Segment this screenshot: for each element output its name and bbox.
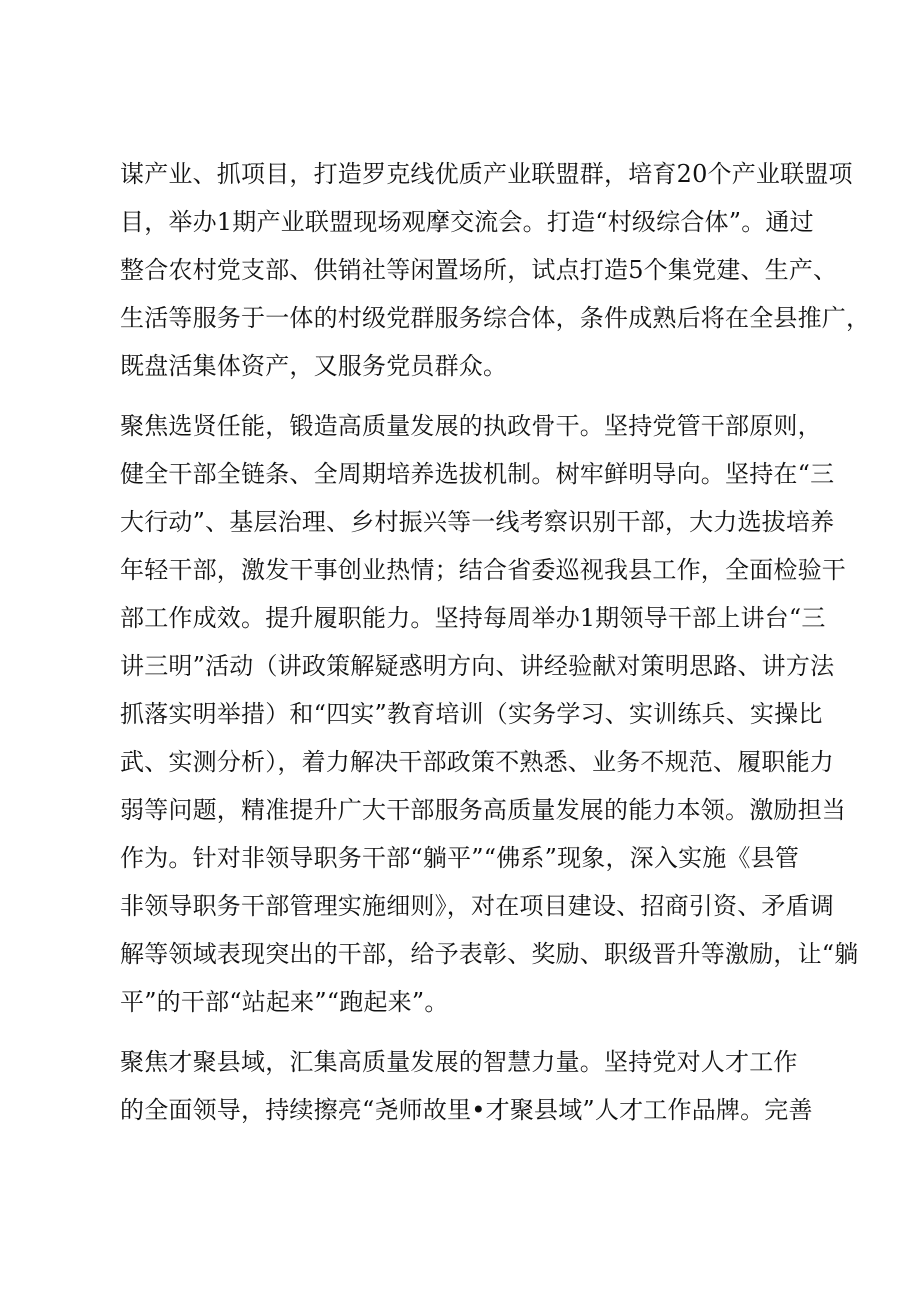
paragraph-line: 作为。针对非领导职务干部“躺平”“佛系”现象，深入实施《县管	[120, 844, 800, 872]
paragraph-line: 抓落实明举措）和“四实”教育培训（实务学习、实训练兵、实操比	[120, 700, 823, 728]
paragraph-line: 聚焦选贤任能，锻造高质量发展的执政骨干。坚持党管干部原则，	[120, 412, 822, 440]
paragraph-2	[120, 402, 859, 1026]
document-body	[120, 150, 871, 1134]
paragraph-line: 聚焦才聚县域，汇集高质量发展的智慧力量。坚持党对人才工作	[120, 1048, 798, 1076]
paragraph-line: 弱等问题，精准提升广大干部服务高质量发展的能力本领。激励担当	[120, 796, 846, 824]
paragraph-line: 解等领域表现突出的干部，给予表彰、奖励、职级晋升等激励，让“躺	[120, 940, 859, 968]
paragraph-line: 部工作成效。提升履职能力。坚持每周举办1期领导干部上讲台“三	[120, 604, 826, 632]
paragraph-line: 既盘活集体资产，又服务党员群众。	[120, 352, 508, 380]
paragraph-line: 讲三明”活动（讲政策解疑惑明方向、讲经验献对策明思路、讲方法	[120, 652, 835, 680]
paragraph-line: 健全干部全链条、全周期培养选拔机制。树牢鲜明导向。坚持在“三	[120, 460, 835, 488]
paragraph-gap	[120, 1026, 810, 1038]
paragraph-line: 目，举办1期产业联盟现场观摩交流会。打造“村级综合体”。通过	[120, 208, 814, 236]
paragraph-line: 生活等服务于一体的村级党群服务综合体，条件成熟后将在全县推广，	[120, 304, 871, 332]
paragraph-gap	[120, 390, 810, 402]
paragraph-3	[120, 1038, 813, 1134]
paragraph-line: 非领导职务干部管理实施细则》，对在项目建设、招商引资、矛盾调	[120, 892, 834, 920]
paragraph-line: 年轻干部，激发干事创业热情；结合省委巡视我县工作，全面检验干	[120, 556, 846, 584]
paragraph-line: 谋产业、抓项目，打造罗克线优质产业联盟群，培育20个产业联盟项	[120, 160, 853, 188]
paragraph-1	[120, 150, 871, 390]
paragraph-line: 大行动”、基层治理、乡村振兴等一线考察识别干部，大力选拔培养	[120, 508, 835, 536]
paragraph-line: 整合农村党支部、供销社等闲置场所，试点打造5个集党建、生产、	[120, 256, 838, 284]
paragraph-line: 的全面领导，持续擦亮“尧师故里•才聚县域”人才工作品牌。完善	[120, 1096, 813, 1124]
paragraph-line: 武、实测分析），着力解决干部政策不熟悉、业务不规范、履职能力	[120, 748, 834, 776]
paragraph-line: 平”的干部“站起来”“跑起来”。	[120, 988, 449, 1016]
